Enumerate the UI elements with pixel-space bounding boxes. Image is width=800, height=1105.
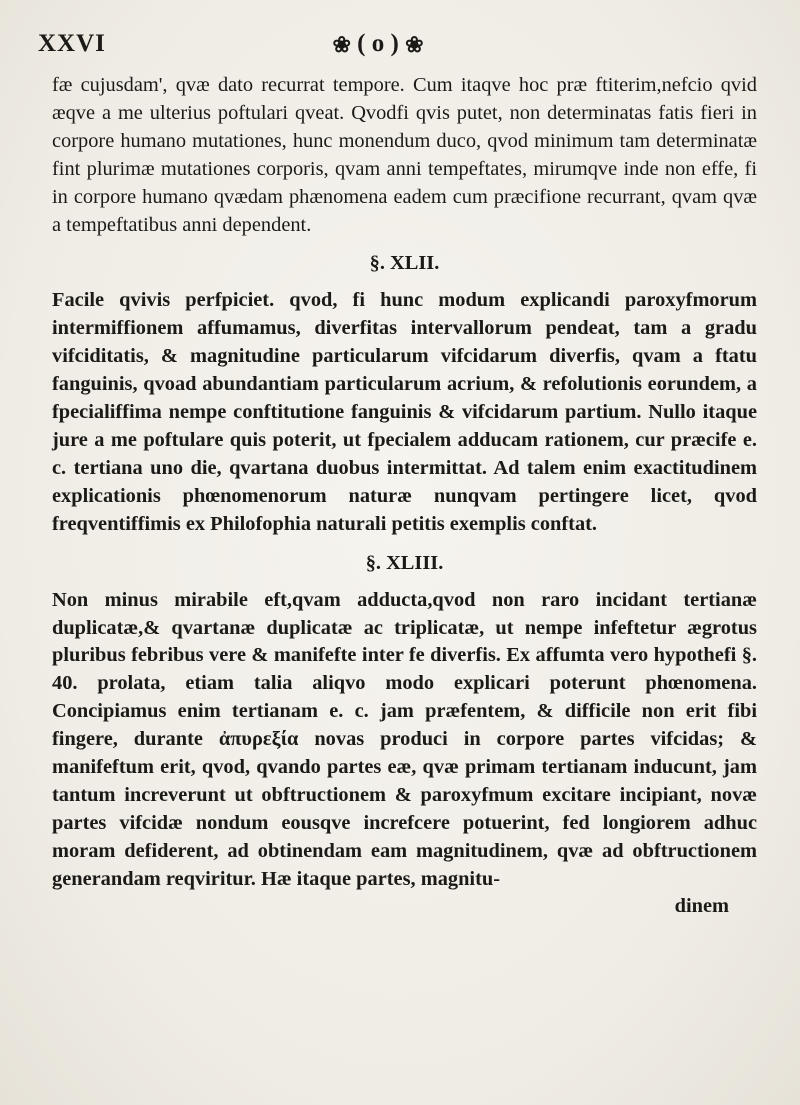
text-body: [52, 72, 757, 918]
paragraph-section-42: Facile qvivis perfpiciet. qvod, fi hunc modum explicandi paroxyfmorum intermiffionem affumamus, diverfitas intervallorum pendeat, tam a gradu vifciditatis, & magnitudine particularum vifcidarum diverfis, qvam a ftatu fanguinis, qvoad abundantiam particularum acrium, & refolutionis eorundem, a fpecialiffima nempe conftitutione fanguinis & vifcidarum partium. Nullo itaque jure a me poftulare quis poterit, ut fpecialem adducam rationem, cur præcife e. c. tertiana uno die, qvartana duobus intermittat. Ad talem enim exactitudinem explicationis phœnomenorum naturæ nunqvam pertingere licet, qvod freqventiffimis ex Philofophia naturali petitis exemplis conftat.: [52, 289, 757, 535]
paragraph-section-43: Non minus mirabile eft,qvam adducta,qvod non raro incidant tertianæ duplicatæ,& qvartanæ duplicatæ ac triplicatæ, ut nempe infeftetur ægrotus pluribus febribus vere & manifefte inter fe diverfis. Ex affumta vero hypothefi §. 40. prolata, etiam talia aliqvo modo explicari poterunt phœnomena. Concipiamus enim tertianam e. c. jam præfentem, & difficile non erit fibi fingere, durante ἀπυρεξία novas produci in corpore partes vifcidas; & manifeftum erit, qvod, qvando partes eæ, qvæ primam tertianam inducunt, jam tantum increverunt ut obftructionem & paroxyfmum excitare incipiant, novæ partes vifcidæ nondum eousqve increfcere potuerint, fed longiorem adhuc moram defiderent, ad obtinendam eam magnitudinem, qvæ ad obftructionem generandam reqviritur. Hæ itaque partes, magnitu-: [52, 588, 757, 890]
catchword: dinem: [674, 894, 729, 917]
paragraph-continuation: fæ cujusdam', qvæ dato recurrat tempore. Cum itaqve hoc præ ftiterim,nefcio qvid æqve a me ulterius poftulari qveat. Qvodfi qvis putet, non determinatas fatis fieri in corpore humano mutationes, hunc monendum duco, qvod minimum tam determinatæ fint plurimæ mutationes corporis, qvam anni tempeftates, mirumqve inde non effe, fi in corpore humano qvædam phænomena eadem cum præcifione recurrant, qvam qvæ a tempeftatibus anni dependent.: [52, 74, 757, 236]
section-heading-42: §. XLII.: [369, 252, 440, 275]
page-header: [38, 30, 758, 66]
running-head-text: ( o ): [357, 30, 399, 57]
flower-ornament-icon: ❀: [405, 32, 424, 58]
flower-ornament-icon: ❀: [332, 32, 351, 58]
folio-number: XXVI: [38, 30, 106, 57]
section-heading-43: §. XLIII.: [365, 551, 444, 574]
running-head: [298, 30, 458, 58]
